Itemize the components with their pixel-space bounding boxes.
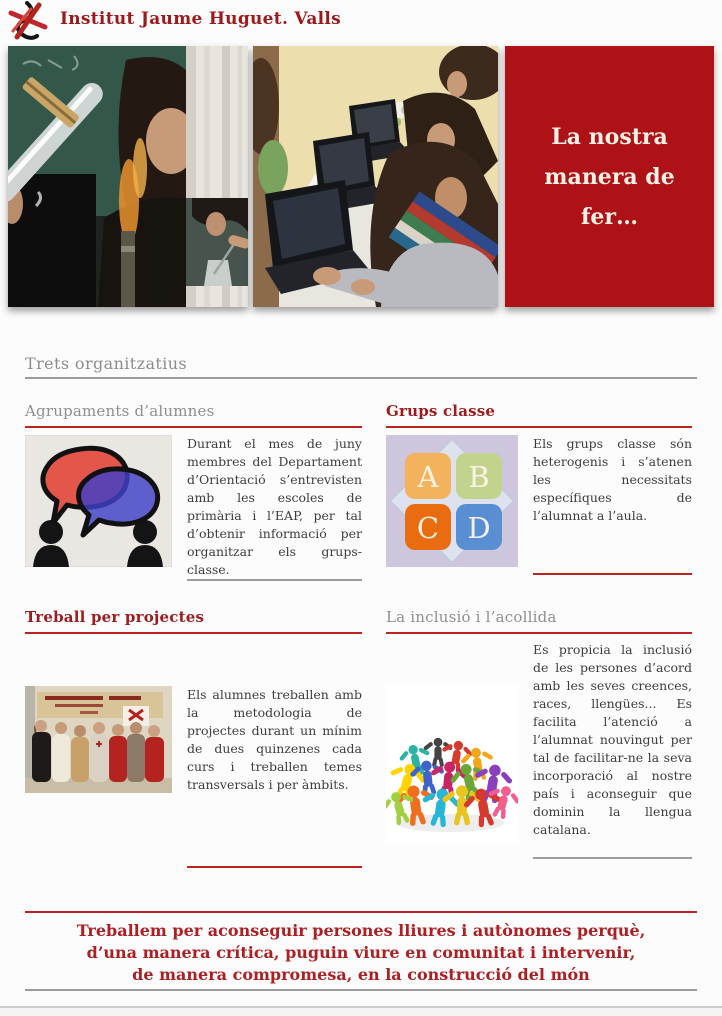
group-b-label: B: [468, 460, 490, 494]
page-bottom-edge: [0, 1006, 722, 1016]
section-divider: [25, 377, 697, 379]
motto-banner: [505, 46, 714, 307]
card-title: Grups classe: [386, 402, 692, 428]
card-title: Treball per projectes: [25, 608, 362, 634]
card-grups-classe: [386, 402, 692, 575]
card-title: La inclusió i l’acollida: [386, 608, 692, 634]
dialogue-bubbles-graphic: [25, 435, 172, 581]
abcd-groups-graphic: [386, 435, 518, 575]
group-d-label: D: [467, 511, 491, 545]
footer-quote: [25, 911, 697, 986]
card-text: Els alumnes treballen amb la metodologia de projectes durant un mínim de dues quinzenes cada curs i treballen temes transversals i per àmbits.: [187, 686, 362, 868]
page-title: Institut Jaume Huguet. Valls: [60, 9, 342, 29]
footer-line: Treballem per aconseguir persones lliures i autònomes perquè,: [76, 921, 646, 940]
footer-divider: [25, 989, 697, 991]
colorful-figures-photo: [386, 685, 518, 859]
card-treball-projectes: [25, 608, 362, 868]
card-text: Durant el mes de juny membres del Departament d’Orientació s’entrevisten amb les escoles de primària i l’EAP, per tal d’obtenir informació per organitzar els grups-classe.: [187, 435, 362, 581]
motto-line: fer…: [580, 203, 639, 230]
school-monogram-icon: [7, 1, 49, 41]
card-text: Els grups classe són heterogenis i s’atenen les necessitats específiques de l’alumnat a l’aula.: [533, 435, 692, 575]
card-agrupaments: [25, 402, 362, 581]
group-c-label: C: [416, 511, 440, 545]
science-lab-photo: [8, 46, 248, 307]
section-title: Trets organitzatius: [25, 354, 188, 373]
students-laptops-photo: [253, 46, 498, 307]
footer-line: de manera compromesa, en la construcció del món: [132, 965, 590, 984]
motto-line: manera de: [544, 163, 675, 190]
card-title: Agrupaments d’alumnes: [25, 402, 362, 428]
group-a-label: A: [417, 460, 439, 494]
motto-line: La nostra: [551, 123, 668, 150]
card-text: Es propicia la inclusió de les persones d’acord amb les seves creences, races, llengües... Es facilita l’atenció a l’alumnat nouvingut per tal de facilitar-ne la seva incorporació al nostre país i aconseguir que dominin la llengua catalana.: [533, 641, 692, 859]
medieval-costumes-photo: [25, 686, 172, 868]
footer-line: d’una manera crítica, puguin viure en comunitat i intervenir,: [86, 943, 636, 962]
card-inclusio: [386, 608, 692, 859]
